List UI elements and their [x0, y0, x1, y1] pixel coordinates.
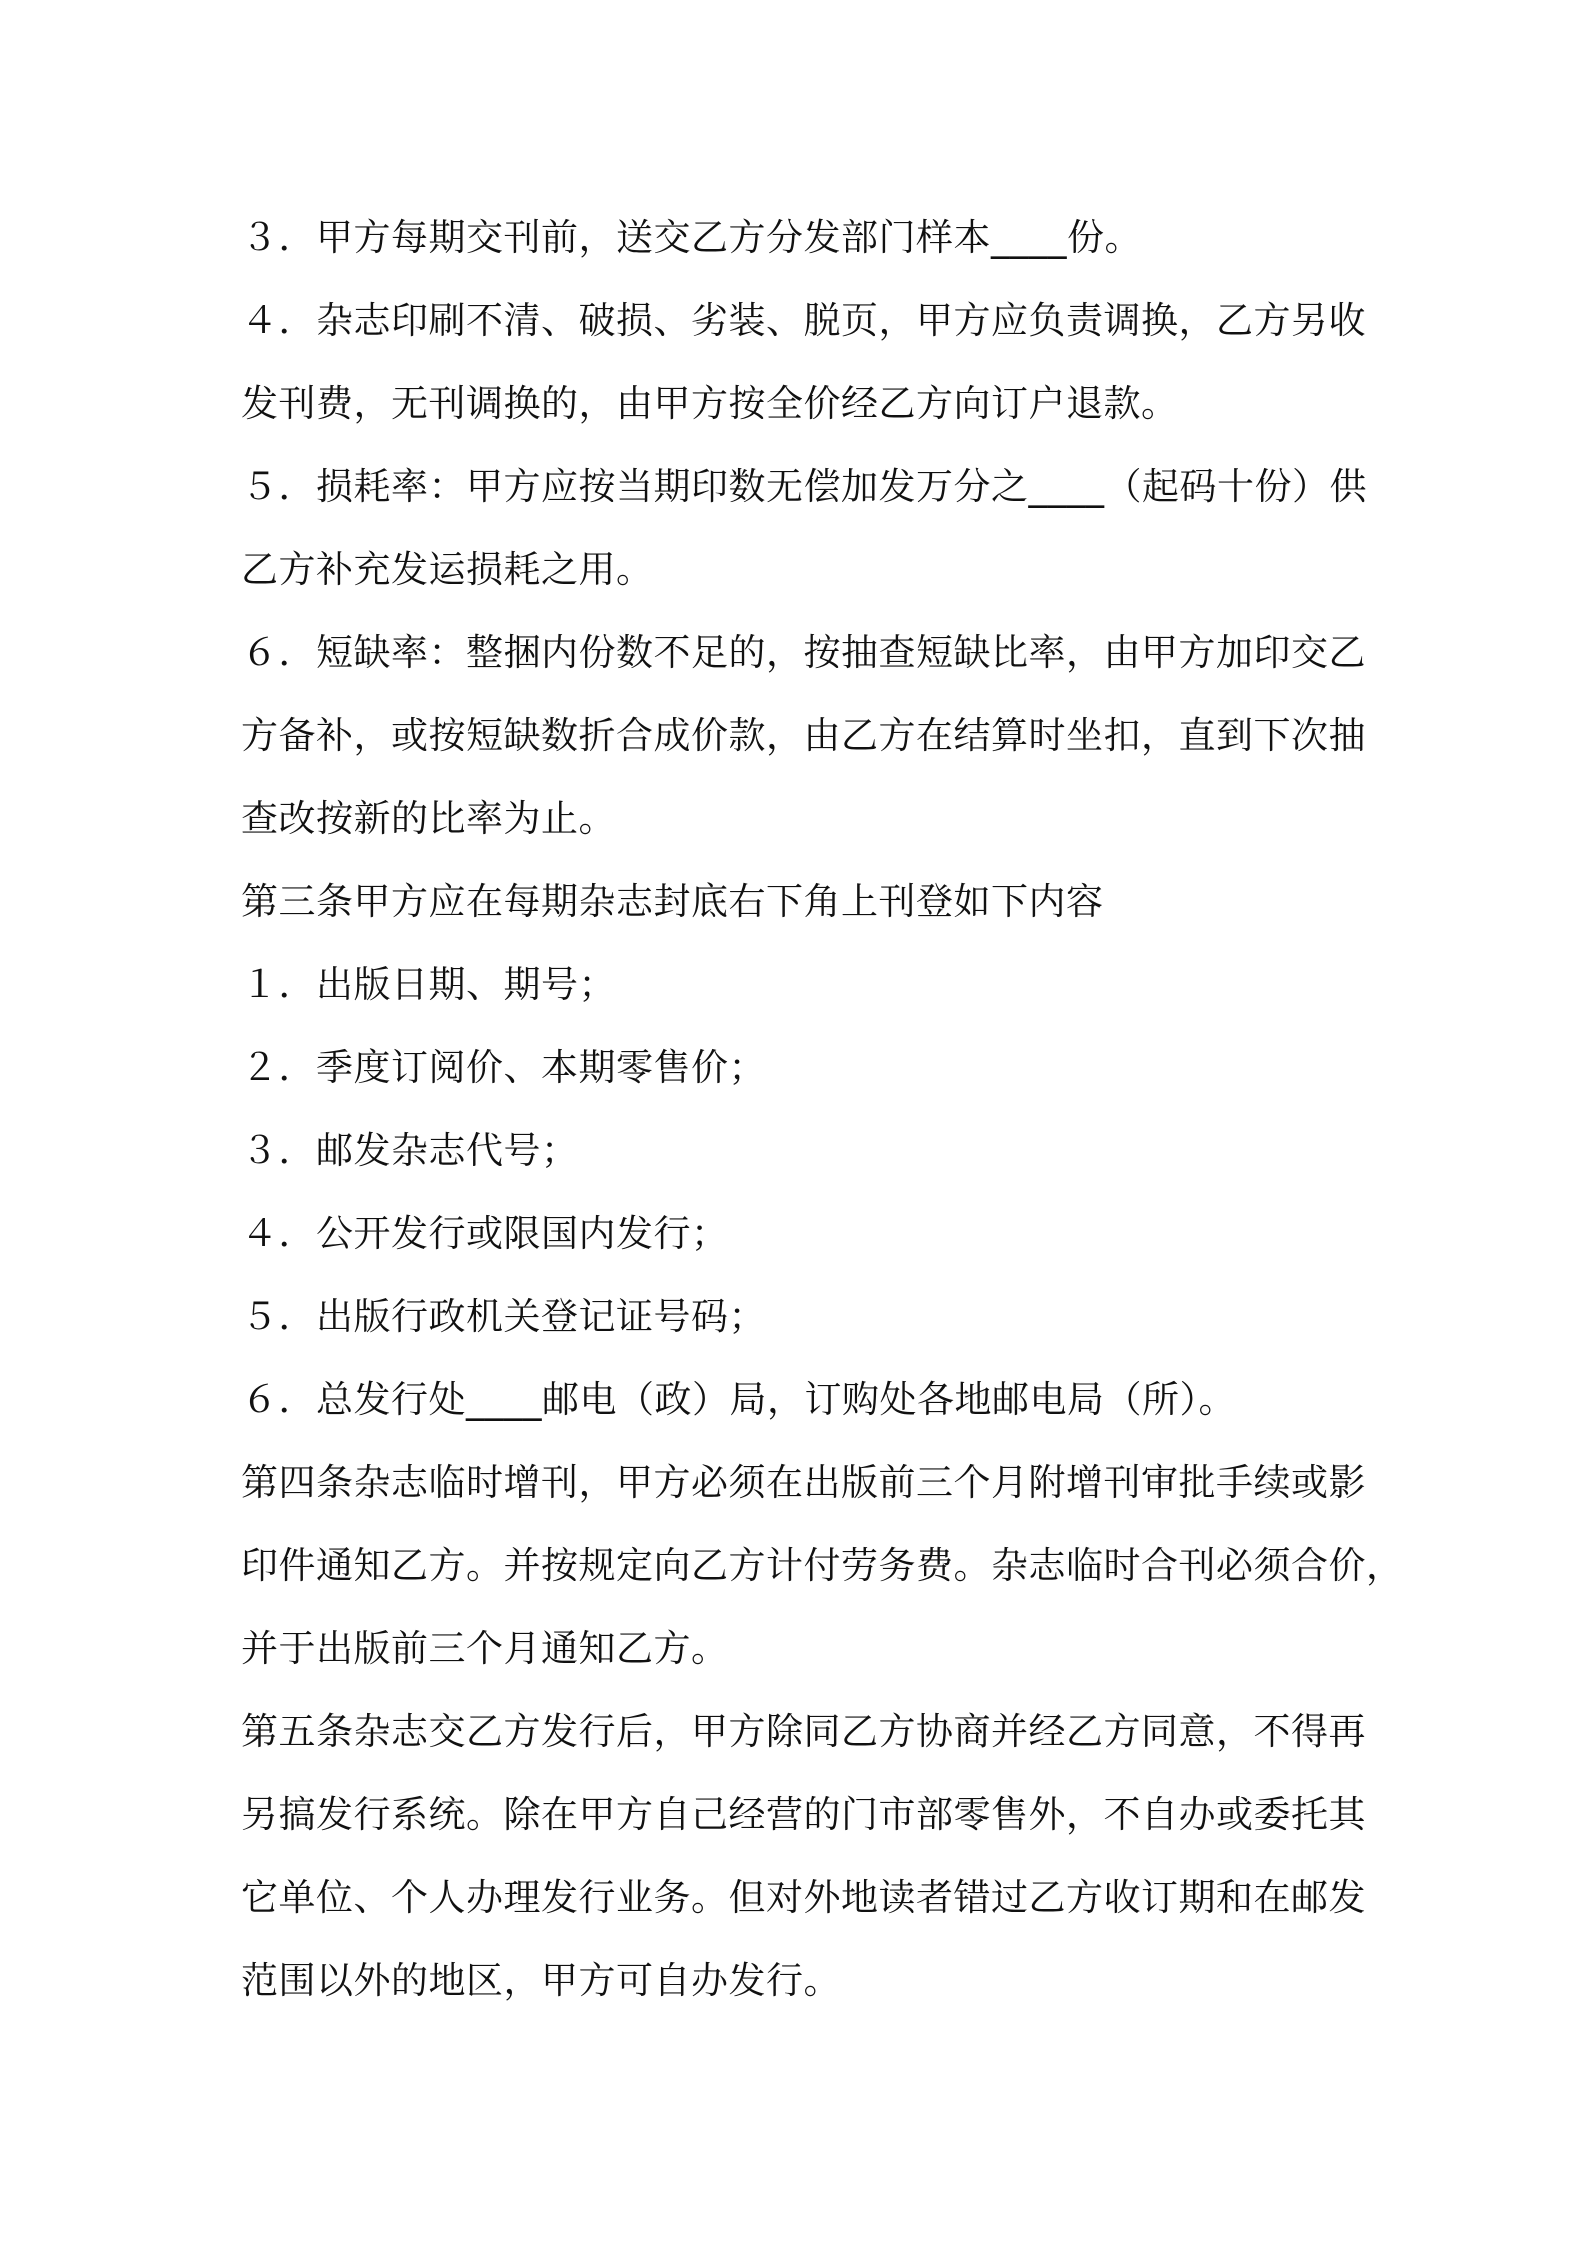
document-body [241, 196, 1404, 2022]
text-line: 它单位、个人办理发行业务。但对外地读者错过乙方收订期和在邮发 [241, 1876, 1366, 1919]
text-line: 并于出版前三个月通知乙方。 [241, 1627, 729, 1670]
section-heading: 第五条杂志交乙方发行后，甲方除同乙方协商并经乙方同意，不得再 [241, 1710, 1366, 1753]
text-line: ５．出版行政机关登记证号码； [241, 1295, 766, 1338]
text-line: 范围以外的地区，甲方可自办发行。 [241, 1959, 841, 2002]
text-line: ３．邮发杂志代号； [241, 1129, 579, 1172]
text-line: ２．季度订阅价、本期零售价； [241, 1046, 766, 1089]
section-heading: 第四条杂志临时增刊，甲方必须在出版前三个月附增刊审批手续或影 [241, 1461, 1366, 1504]
text-line: 查改按新的比率为止。 [241, 797, 616, 840]
text-line: ４．杂志印刷不清、破损、劣装、脱页，甲方应负责调换，乙方另收 [241, 299, 1366, 342]
text-line: 发刊费，无刊调换的，由甲方按全价经乙方向订户退款。 [241, 382, 1179, 425]
text-line: ５．损耗率：甲方应按当期印数无偿加发万分之____（起码十份）供 [241, 465, 1367, 508]
section-heading: 第三条甲方应在每期杂志封底右下角上刊登如下内容 [241, 880, 1104, 923]
text-line: ６．总发行处____邮电（政）局，订购处各地邮电局（所）。 [241, 1378, 1236, 1421]
text-line: 另搞发行系统。除在甲方自己经营的门市部零售外，不自办或委托其 [241, 1793, 1366, 1836]
text-line: 乙方补充发运损耗之用。 [241, 548, 654, 591]
text-line: 印件通知乙方。并按规定向乙方计付劳务费。杂志临时合刊必须合价， [241, 1544, 1404, 1587]
text-line: 方备补，或按短缺数折合成价款，由乙方在结算时坐扣，直到下次抽 [241, 714, 1366, 757]
text-line: ６．短缺率：整捆内份数不足的，按抽查短缺比率，由甲方加印交乙 [241, 631, 1366, 674]
text-line: １．出版日期、期号； [241, 963, 616, 1006]
text-line: ４．公开发行或限国内发行； [241, 1212, 729, 1255]
text-line: ３．甲方每期交刊前，送交乙方分发部门样本____份。 [241, 216, 1142, 259]
